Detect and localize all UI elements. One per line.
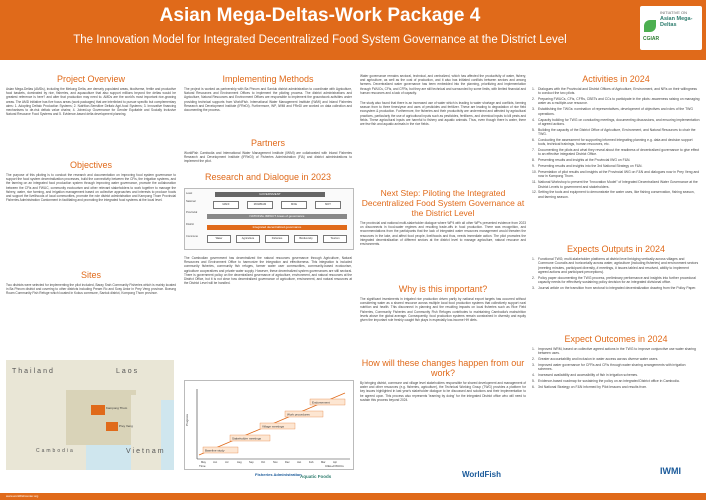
expects-output-item (532, 286, 700, 290)
expects-output-item-number: 2. (532, 275, 535, 280)
logo-cgiar-text: CGIAR (643, 36, 660, 42)
diagram-box-moe: MOE (281, 201, 307, 209)
activity-item-text: Building the capacity of the District Office of Agriculture, Environment, and Natural Resources to chair the TWG. (538, 127, 696, 137)
activity-item-number: 6. (532, 137, 535, 142)
expect-outcome-item-number: 1. (532, 347, 535, 351)
diagram-band-government: GOVERNMENT (215, 192, 325, 197)
expects-2024-title: Expects Outputs in 2024 (566, 244, 666, 254)
diagram-row-provincial: Provincial (186, 211, 198, 214)
activity-item-number: 2. (532, 97, 535, 102)
timeline-month-label: Jul (225, 461, 229, 464)
expect-outcome-item (532, 347, 700, 356)
timeline-x-label: Time (199, 464, 206, 468)
methods-text: The project is worked as partnership with Ba Phnom and Santuk district administration to coordinate with Agriculture, Natural Resources and Environment Offices to implement the piloting process. The district administrations and Agriculture, Natural Resources and Environment Offices are responsible to implement the groundwork activities under providing technical supports from WorldFish. International Water Management Institute (IWMI) and Inland Fisheries Research and Development Institute (IFReDI). Furthermore, WP, IWMI and FReDI are worked on data collection and documenting the process. (184, 87, 352, 113)
logo-initiative-label: INITIATIVE ON (660, 10, 688, 15)
diagram-box-mowram: MOWRAM (247, 201, 273, 209)
expects-outcomes-list (532, 347, 700, 389)
expect-outcome-item-text: Increased availability and accessibility of fish in irrigation schemes. (538, 373, 639, 378)
expects-output-item-text: Journal article on the transition from sectoral to integrated decentralization drawing from the Policy Paper. (538, 285, 697, 290)
map-site1-label: Kampong Thom (106, 406, 128, 410)
map-label-laos: Laos (116, 368, 140, 375)
timeline-stage5-label: Endorsement (312, 400, 330, 405)
governance-diagram (184, 188, 354, 250)
expect-outcome-item-text: Evidence-based roadmap for sustaining the policy on an integrated District office in Cambodia. (538, 379, 680, 384)
expects-outcomes-title: Expect Outcomes in 2024 (564, 334, 668, 344)
project-overview-text: Asian Mega-Deltas (AMDs), including the Mekong Delta, are densely populated areas, biodiverse, fertile and productive food baskets, dominated by rice, fisheries, and aquaculture that also support millions beyond the deltas would be greatest reference is here? and alter that production may need to. AMDs are the world's most important rice-growing areas. The AMD initiative has five focus areas (work packages) that are interlinked to pursue specific but complementary aims: 1. Adopting Deltaic Production Systems; 2. Nutrition-Sensitive Deltaic Agri-food Systems; 3. Innovative financing mechanisms to de-risk deltaic value chains; 4. Joined-up Governance for Gender Equitable and Socially Inclusive Natural Resource Food Systems and 5. Evidence-based delta development planning. (6, 87, 176, 117)
cgiar-leaf-icon (644, 20, 656, 32)
activity-item (532, 170, 700, 179)
water-gov-text2: The study also found that there is an increased use of water which is leading to water shortage and conflicts, farming season from to three times/year and uses of pesticides and fertilizer. These are leading to degradation of rice field ecosystem & production. Furthermore, the fisheries and their productivity are undermined and affected by agricultural practices, particularly the use of agricultural inputs such as pesticides, fertilizers, and chemical inputs to kill pests and fields. These agricultural inputs are harmful to fishery and aquatic animals. Thus, even though there is water, there are few fish and aquatic animals in the rice fields. (360, 101, 526, 127)
logo-aquatic-foods: Aquatic Foods (300, 474, 332, 479)
diagram-col-fisheries: Fisheries (265, 235, 289, 243)
partners-title: Partners (250, 138, 285, 148)
diagram-box-maff: MAFF (213, 201, 239, 209)
why-important-title: Why is this important? (398, 284, 488, 294)
activity-item-number: 4. (532, 117, 535, 122)
map-label-cambodia: Cambodia (36, 448, 75, 454)
activity-item-number: 7. (532, 148, 535, 153)
next-step-section (360, 188, 526, 246)
expect-outcome-item-number: 3. (532, 363, 535, 368)
timeline-stage3-label: Village meetings (262, 424, 284, 429)
logo-iwmi: IWMI (660, 466, 681, 476)
activity-item-text: Establishing the TWGs: nomination of representatives, development of objectives and roles of the TWG operations. (538, 107, 693, 116)
activity-item-number: 3. (532, 107, 535, 112)
objectives-section (6, 160, 176, 202)
activity-item-text: Setting the tools and equipment to demonstrate the water uses, like fishing conservation, fishing season, and farming season. (538, 190, 695, 199)
activity-item (532, 148, 700, 157)
research-title: Research and Dialogue in 2023 (204, 172, 332, 182)
activity-item-number: 5. (532, 127, 535, 132)
timeline-month-label: Feb (309, 461, 314, 464)
timeline-month-ticks (201, 460, 337, 464)
timeline-month-label: Oct (261, 461, 266, 464)
footer-bar (0, 493, 706, 500)
map-label-vietnam: Vietnam (126, 448, 166, 455)
activity-item-text: Documenting the pilots and what they reveal about the readiness of decentralized governance to give effect to an effective integrated District Office. (538, 148, 700, 157)
activities-title: Activities in 2024 (582, 74, 650, 84)
diagram-row-district: District (186, 223, 194, 226)
timeline-month-label: Dec (285, 461, 290, 464)
expects-output-item (532, 276, 700, 285)
timeline-stage1-label: Baseline study (205, 448, 225, 453)
expect-outcome-item-number: 6. (532, 385, 535, 390)
activity-item-text: Conducting the assessment for supporting informed integrating planning e.g. data and decision support tools, technical trainings, human resources, etc. (538, 137, 693, 147)
expect-outcome-item (532, 373, 700, 377)
expect-outcome-item-number: 2. (532, 357, 535, 362)
timeline-chart (184, 380, 354, 470)
expects-2024-section (532, 244, 700, 292)
project-overview-title: Project Overview (56, 74, 126, 84)
activity-item (532, 190, 700, 199)
cgiar-logo (640, 6, 702, 50)
expect-outcome-item-text: 3rd National Strategy on F&N informed by Pilot lessons and results from. (538, 385, 648, 390)
sites-text: Two districts were selected for implementing the pilot included, Baray Srah Community Fisheries which is mainly located in Ba Phnom district and covering to other districts including Pream Ro and Svay Antor in Prey Veng province. Boeung Roam Community Fish Refuge which located in Kokus commune, Santuk district, Kompong Thom province. (6, 283, 176, 296)
diagram-band-mid: NATIONAL IMPACT Areas of governance (207, 214, 347, 219)
diagram-col-biodiversity: Biodiversity (294, 235, 318, 243)
timeline-end-label: CIEs+FWUCs (325, 464, 344, 468)
expect-outcome-item (532, 363, 700, 372)
diagram-col-agriculture: Agriculture (236, 235, 260, 243)
footer-url[interactable]: www.worldfishcenter.org (6, 494, 39, 498)
activity-item-text: Presenting results and insights at the Provincial IWG on F&N. (538, 158, 631, 163)
sites-section (6, 270, 176, 296)
page-subtitle: The Innovation Model for Integrated Decentralized Food System Governance at the District Level (73, 34, 567, 46)
map-land-east (131, 395, 161, 470)
timeline-month-label: Aug (237, 461, 242, 464)
diagram-band-low: Integrated decentralized governance (207, 225, 347, 230)
sites-title: Sites (80, 270, 101, 280)
how-changes-title: How will these changes happen from our work? (361, 358, 525, 378)
activity-item-text: Dialogues with the Provincial and District Offices of Agriculture, Environment, and NRs on their willingness to conduct the two pilots. (538, 87, 697, 96)
activities-list (532, 87, 700, 199)
map-site-prey-veng (106, 422, 118, 431)
expect-outcome-item-number: 4. (532, 373, 535, 378)
timeline-month-label: Jun (213, 461, 218, 464)
timeline-y-label: Progress (185, 413, 189, 426)
logo-fisheries-admin: Fisheries Administration (255, 472, 302, 477)
activity-item (532, 118, 700, 127)
activity-item (532, 97, 700, 106)
how-changes-text: By bringing district, commune and village level stakeholders responsible for shared development and management of water and other resources (e.g. fisheries, agriculture), the Technical Working Group (TWG) provides a platform for key issues highlighted in last year's stakeholder dialogue to be discussed and solutions and their implementation to be agreed upon. This process also represents 'learning by doing' for the integrated District office who will need to sustain this process beyond 2024. (360, 381, 526, 402)
activity-item-number: 8. (532, 158, 535, 163)
expect-outcome-item (532, 357, 700, 361)
map-label-thailand: Thailand (12, 368, 55, 375)
objectives-text: The purpose of this piloting is to conduct the research and documentation on improving food system governance to support the food system decentralization processes, build the connectivity between the CFis, the irrigation systems, and the farming on an integrated food production system through improving water governance, promote the collaboration between the CFis and FWUC, community ecotourism and other relevant stakeholders to work together to manage the fishery, water, rice farming, and irrigation management based on collective approaches and interests to produce foods and support the livelihoods of local communities, promote the role district administration and Kampong Thom Provincial Fisheries Administration Cantonment in facilitating and promoting the integrated food systems at the local level. (6, 173, 176, 203)
activity-item (532, 164, 700, 168)
next-step-title: Next Step: Piloting the Integrated Decentralized Food System Governance at the District Level (361, 188, 525, 218)
timeline-month-label: Apr (333, 461, 338, 464)
how-changes-section (360, 358, 526, 402)
expect-outcome-item-text: Improved water governance for CFRs and CFis through water sharing arrangements with irrigation schemes. (538, 363, 686, 372)
map-land-cambodia (66, 390, 136, 445)
expects-output-item (532, 257, 700, 274)
research-body (184, 256, 352, 285)
partners-text: WorldFish Cambodia and International Water Management Institute (IWMI) are collaborated with Inland Fisheries Research and Development Institute (IFReDI) of Fisheries Administration (FiA) and district administrations to implement the pilot. (184, 151, 352, 164)
research-title-wrap (184, 172, 352, 185)
timeline-month-label: Sep (249, 461, 254, 464)
activity-item-text: Preparing FWUCs, CFis, CFRs, CBETs and CCs to participate in the pilots: awareness raising on managing water as a multiple-use resource. (538, 97, 700, 106)
activity-item-number: 11. (532, 180, 537, 185)
timeline-month-label: Nov (273, 461, 278, 464)
expects-output-item-text: Policy paper documenting the TWG process, preliminary performance and insights into further procedural capacity needs for effectively sustaining policy decision for an integrated divisional office. (538, 275, 696, 285)
timeline-month-label: Mar (321, 461, 326, 464)
sites-map (6, 360, 174, 470)
why-important-text: The significant investments in irrigated rice production driven partly by national export targets has occurred without considering water as a shared resource across multiple local food production systems that collectively support rural nutrition and health. This disconnect in planning and the resulting impacts on local fisheries such as Rice Field Fisheries, Community Fisheries and Community Fish Refuges contributes to maintaining Cambodia's malnutrition levels above the global average. Consequently, food production systems remain constrained in diversity and equity given the important role freshly caught fish plays in especially low-income HH diets. (360, 297, 526, 323)
activity-item-number: 1. (532, 87, 535, 91)
timeline-stage4-label: Work procedures (287, 412, 310, 417)
logo-worldfish: WorldFish (462, 470, 501, 479)
partners-section (184, 138, 352, 164)
expect-outcome-item (532, 379, 700, 383)
activities-section (532, 74, 700, 201)
activity-item-text: Presentation of pilot results and insights at the Provincial IWG on F&N and dialogues now in Prey Veng and now in Kampong Thom. (538, 170, 700, 179)
expects-output-item-text: Functional TWG; multi-stakeholder platforms at district level bridging vertically across villages and Commune Councils and horizontally across water, agriculture (including fisheries) and environment sectors (meeting minutes, participant diversity, # meetings, # issues tabled and resolved, ability to implement agreed actions and participant perceptions). (538, 257, 699, 274)
activity-item-text: Presenting results and insights into the 3rd National Strategy on F&N. (538, 164, 643, 169)
activity-item (532, 128, 700, 137)
timeline-month-label: May (201, 461, 206, 464)
activity-item-text: Capacity building for TWG on conducting meetings, documenting discussions, and ensuring implementation of agreed actions. (538, 117, 700, 126)
activity-item (532, 180, 700, 189)
timeline-stage2-label: Stakeholder meetings (232, 436, 262, 441)
activity-item-number: 9. (532, 164, 535, 169)
diagram-level-label: Level (186, 192, 193, 195)
water-gov-section (360, 74, 526, 126)
objectives-title: Objectives (69, 160, 113, 170)
research-text: The Cambodian government has decentralized the natural resources governance through Agriculture, Natural Resources and Environment Office to harmonize the integration and effectiveness. This integration is included community fisheries, community fish refuges, farmer water user communities, community-based ecotourism, agriculture cooperatives and private water supply. However, these decentralized system governances are still sectoral. There is government policy on the decentralized governance of agriculture, environment, and natural resources at the District Office, but it is not clear how decentralized governance of agriculture, environment, and natural resources at the District Level will be handled. (184, 256, 352, 286)
diagram-col-water: Water (207, 235, 231, 243)
expect-outcome-item-text: Improved WRM, based on collective agreed actions in the TWG to improve conjunctive use water sharing between uses. (538, 347, 696, 356)
activity-item (532, 138, 700, 147)
expects-output-item-number: 1. (532, 257, 535, 261)
expect-outcome-item-text: Greater accountability and inclusion in water access across diverse water users. (538, 357, 659, 362)
water-gov-text: Water governance remains sectoral, technical, and centralized, which has affected the productivity of water, fishery, and agriculture, as well as the cost of production, and it also has initiated conflicts between sectors and among farmers. Decentralized water governance has been embedded into the planning, prioritizing and implementation through FWUCs, CFis, and CFRs, but they are still technical and surrounded by some limits, with limited financial and human resources and a lack of capacity. (360, 74, 526, 95)
logo-initiative-name: Asian Mega-Deltas (660, 16, 693, 28)
activity-item (532, 87, 700, 96)
activity-item-number: 10. (532, 170, 537, 175)
header-banner (0, 0, 706, 60)
map-site2-label: Prey Veng (119, 424, 133, 428)
expects-output-item-number: 3. (532, 285, 535, 290)
diagram-box-mot: MOT (315, 201, 341, 209)
expects-2024-list (532, 257, 700, 290)
diagram-row-commune: Commune (186, 235, 198, 238)
timeline-month-label: Jan (297, 461, 302, 464)
activity-item (532, 107, 700, 116)
activity-item (532, 158, 700, 162)
expects-outcomes-section (532, 334, 700, 391)
project-overview-section (6, 74, 176, 116)
next-step-text: The provincial and national multi-stakeholder dialogue where WP4 with all other WP's presented evidence from 2023 on disconnects in food-water regimes and resulting trade-offs in food production. There was recognition, and recommendations from the participants that the lack of integrated water resources management would threaten the resources in the lake, and affect food people, livelihoods and thus, needs immediate action. The pilot promotes the integrated decentralization of different sectors at the district level to manage agriculture, natural resource and environments. (360, 221, 526, 247)
methods-section (184, 74, 352, 112)
diagram-col-tourism: Tourism (323, 235, 347, 243)
map-site-kampong-thom (91, 405, 105, 415)
page-title: Asian Mega-Deltas-Work Package 4 (159, 5, 481, 26)
why-important-section (360, 284, 526, 322)
methods-title: Implementing Methods (222, 74, 314, 84)
activity-item-number: 12. (532, 190, 537, 195)
timeline-svg (185, 381, 355, 471)
expect-outcome-item (532, 385, 700, 389)
diagram-row-national: National (186, 200, 196, 203)
activity-item-text: National Workshop to present the "Innovation Model" of Integrated Decentralized Water Governance at the District Levels to government and stakeholders. (538, 180, 698, 189)
expect-outcome-item-number: 5. (532, 379, 535, 384)
